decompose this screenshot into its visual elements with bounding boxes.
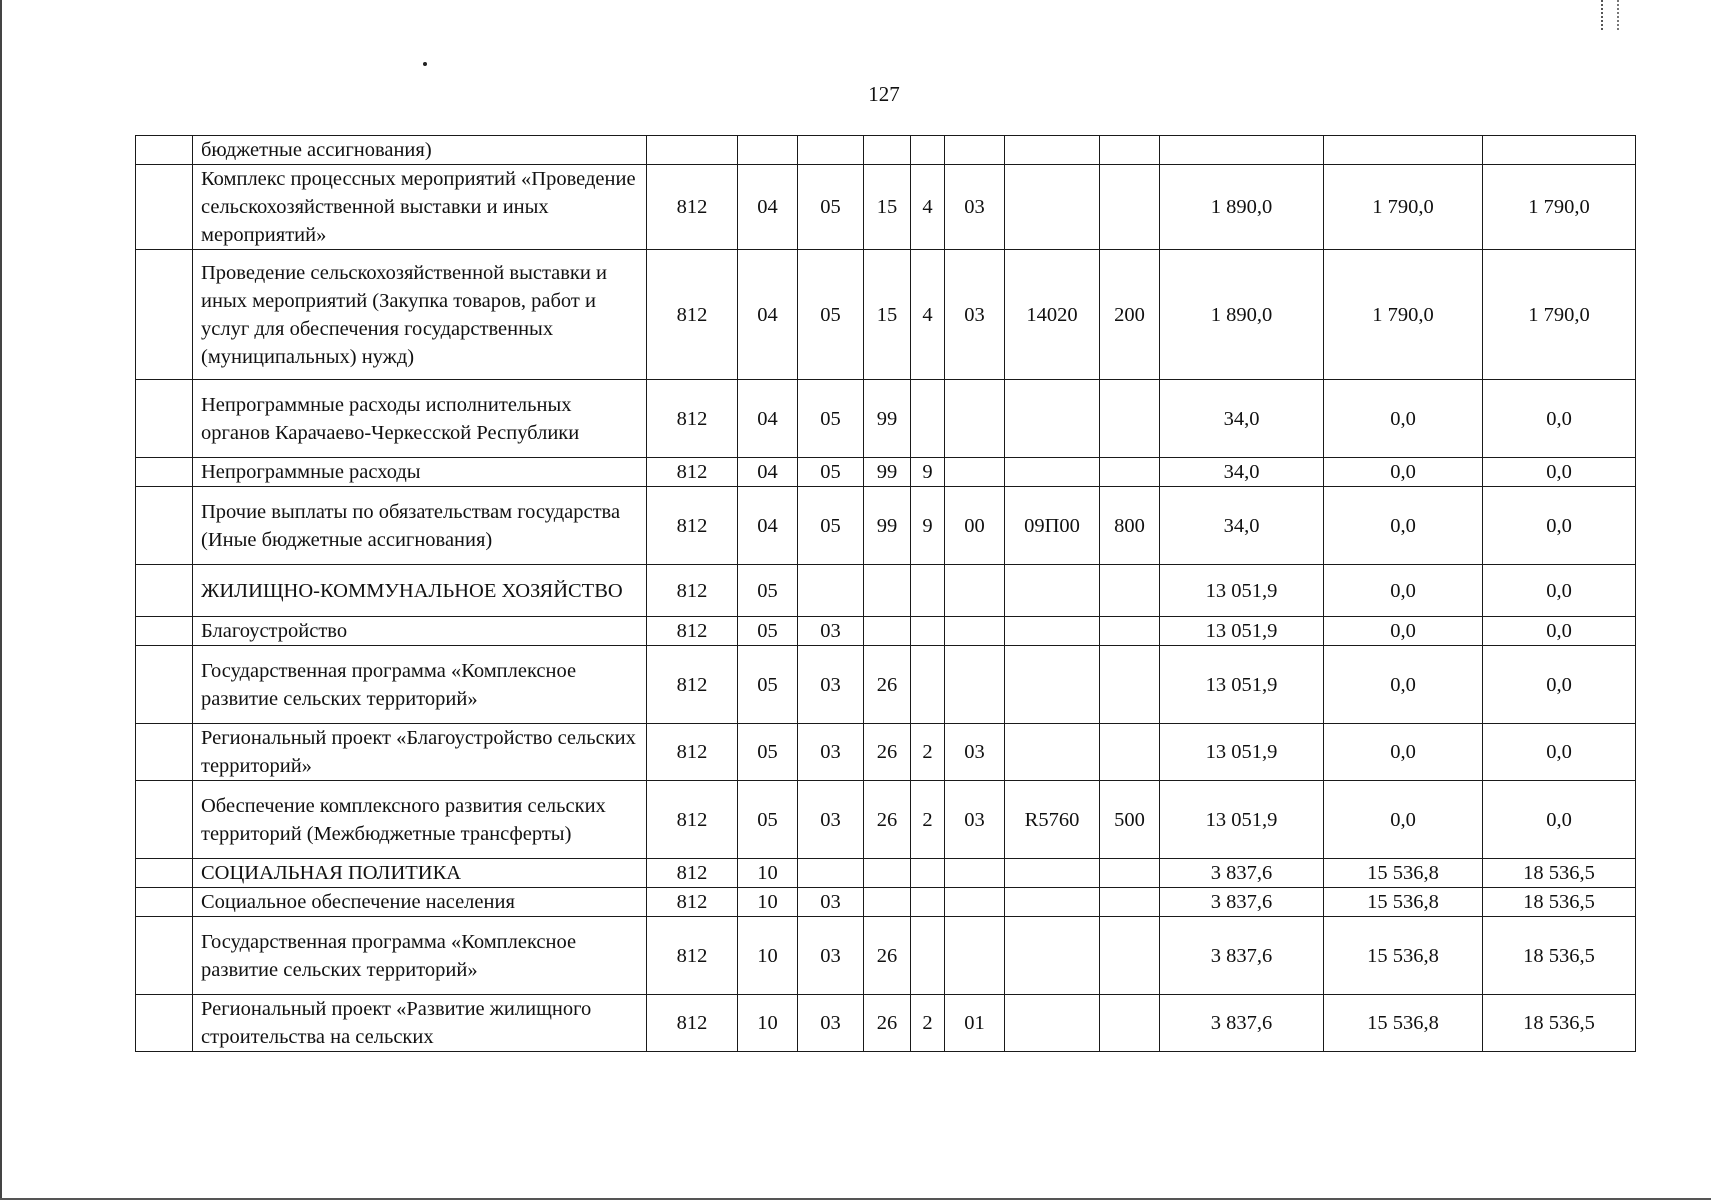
table-row (136, 250, 1636, 380)
code-cell (1005, 136, 1100, 165)
table-row (136, 458, 1636, 487)
section-cell (738, 136, 798, 165)
admin-cell: 812 (647, 724, 738, 781)
admin-cell: 812 (647, 165, 738, 250)
table-row (136, 136, 1636, 165)
code-cell: R5760 (1005, 781, 1100, 859)
event-cell: 03 (945, 724, 1005, 781)
year2-cell: 15 536,8 (1324, 859, 1483, 888)
event-cell: 00 (945, 487, 1005, 565)
direction-cell: 9 (911, 487, 945, 565)
admin-cell: 812 (647, 487, 738, 565)
table-row (136, 487, 1636, 565)
table-row (136, 724, 1636, 781)
subsection-cell: 05 (798, 250, 864, 380)
row-number-cell (136, 380, 193, 458)
expense-name-cell: СОЦИАЛЬНАЯ ПОЛИТИКА (193, 859, 647, 888)
row-number-cell (136, 165, 193, 250)
expense-type-cell: 200 (1100, 250, 1160, 380)
program-cell: 26 (864, 995, 911, 1052)
row-number-cell (136, 995, 193, 1052)
expense-name-cell: Непрограммные расходы (193, 458, 647, 487)
admin-cell: 812 (647, 646, 738, 724)
section-cell: 10 (738, 888, 798, 917)
admin-cell: 812 (647, 617, 738, 646)
expense-name-cell: ЖИЛИЩНО-КОММУНАЛЬНОЕ ХОЗЯЙСТВО (193, 565, 647, 617)
program-cell: 99 (864, 380, 911, 458)
year2-cell: 0,0 (1324, 781, 1483, 859)
subsection-cell: 03 (798, 888, 864, 917)
program-cell: 15 (864, 165, 911, 250)
direction-cell: 4 (911, 165, 945, 250)
section-cell: 05 (738, 724, 798, 781)
section-cell: 10 (738, 995, 798, 1052)
admin-cell: 812 (647, 458, 738, 487)
admin-cell: 812 (647, 250, 738, 380)
section-cell: 04 (738, 487, 798, 565)
row-number-cell (136, 646, 193, 724)
table-row (136, 646, 1636, 724)
expense-name-cell: Государственная программа «Комплексное развитие сельских территорий» (193, 917, 647, 995)
expense-type-cell: 500 (1100, 781, 1160, 859)
code-cell: 14020 (1005, 250, 1100, 380)
subsection-cell: 03 (798, 724, 864, 781)
year1-cell: 1 890,0 (1160, 165, 1324, 250)
program-cell (864, 136, 911, 165)
direction-cell: 9 (911, 458, 945, 487)
expense-type-cell (1100, 888, 1160, 917)
year2-cell: 0,0 (1324, 380, 1483, 458)
event-cell (945, 859, 1005, 888)
section-cell: 05 (738, 646, 798, 724)
row-number-cell (136, 888, 193, 917)
scan-speck (423, 62, 427, 66)
code-cell (1005, 995, 1100, 1052)
direction-cell (911, 380, 945, 458)
program-cell: 26 (864, 646, 911, 724)
expense-name-cell: Государственная программа «Комплексное развитие сельских территорий» (193, 646, 647, 724)
program-cell: 15 (864, 250, 911, 380)
year1-cell: 34,0 (1160, 380, 1324, 458)
year2-cell: 0,0 (1324, 487, 1483, 565)
year2-cell: 0,0 (1324, 617, 1483, 646)
admin-cell: 812 (647, 781, 738, 859)
year2-cell: 15 536,8 (1324, 888, 1483, 917)
program-cell (864, 617, 911, 646)
expense-type-cell (1100, 380, 1160, 458)
year2-cell: 1 790,0 (1324, 250, 1483, 380)
year3-cell: 0,0 (1483, 487, 1636, 565)
year1-cell: 3 837,6 (1160, 888, 1324, 917)
event-cell (945, 646, 1005, 724)
section-cell: 04 (738, 380, 798, 458)
code-cell (1005, 380, 1100, 458)
year2-cell: 0,0 (1324, 646, 1483, 724)
table-row (136, 781, 1636, 859)
direction-cell: 2 (911, 781, 945, 859)
year3-cell: 18 536,5 (1483, 917, 1636, 995)
year3-cell: 0,0 (1483, 458, 1636, 487)
code-cell: 09П00 (1005, 487, 1100, 565)
direction-cell (911, 646, 945, 724)
direction-cell (911, 136, 945, 165)
row-number-cell (136, 250, 193, 380)
subsection-cell: 05 (798, 458, 864, 487)
event-cell (945, 458, 1005, 487)
table-row (136, 617, 1636, 646)
expense-type-cell (1100, 458, 1160, 487)
expense-name-cell: Непрограммные расходы исполнительных органов Карачаево-Черкесской Республики (193, 380, 647, 458)
row-number-cell (136, 617, 193, 646)
direction-cell (911, 565, 945, 617)
expense-name-cell: Комплекс процессных мероприятий «Проведение сельскохозяйственной выставки и иных мероприятий» (193, 165, 647, 250)
admin-cell (647, 136, 738, 165)
subsection-cell (798, 136, 864, 165)
table-body (136, 136, 1636, 1052)
admin-cell: 812 (647, 888, 738, 917)
year3-cell: 0,0 (1483, 565, 1636, 617)
scan-left-edge (0, 0, 2, 1200)
year1-cell: 13 051,9 (1160, 781, 1324, 859)
page-number: 127 (868, 82, 900, 106)
expense-name-cell: Социальное обеспечение населения (193, 888, 647, 917)
code-cell (1005, 617, 1100, 646)
program-cell (864, 859, 911, 888)
expense-name-cell: Благоустройство (193, 617, 647, 646)
section-cell: 05 (738, 565, 798, 617)
year3-cell: 18 536,5 (1483, 888, 1636, 917)
table-row (136, 565, 1636, 617)
year1-cell: 34,0 (1160, 458, 1324, 487)
event-cell (945, 617, 1005, 646)
year1-cell: 13 051,9 (1160, 646, 1324, 724)
row-number-cell (136, 781, 193, 859)
event-cell: 01 (945, 995, 1005, 1052)
year2-cell (1324, 136, 1483, 165)
direction-cell: 2 (911, 724, 945, 781)
table-row (136, 995, 1636, 1052)
year3-cell (1483, 136, 1636, 165)
code-cell (1005, 917, 1100, 995)
table-row (136, 380, 1636, 458)
subsection-cell: 05 (798, 380, 864, 458)
year1-cell: 1 890,0 (1160, 250, 1324, 380)
code-cell (1005, 888, 1100, 917)
program-cell: 26 (864, 917, 911, 995)
year2-cell: 0,0 (1324, 724, 1483, 781)
year2-cell: 0,0 (1324, 565, 1483, 617)
expense-type-cell: 800 (1100, 487, 1160, 565)
year1-cell: 13 051,9 (1160, 617, 1324, 646)
expense-type-cell (1100, 136, 1160, 165)
subsection-cell: 03 (798, 917, 864, 995)
section-cell: 10 (738, 917, 798, 995)
code-cell (1005, 859, 1100, 888)
event-cell (945, 917, 1005, 995)
expense-type-cell (1100, 165, 1160, 250)
expense-type-cell (1100, 565, 1160, 617)
table-row (136, 859, 1636, 888)
year1-cell: 3 837,6 (1160, 859, 1324, 888)
year3-cell: 0,0 (1483, 724, 1636, 781)
row-number-cell (136, 859, 193, 888)
year3-cell: 0,0 (1483, 380, 1636, 458)
subsection-cell: 03 (798, 995, 864, 1052)
expense-name-cell: Обеспечение комплексного развития сельских территорий (Межбюджетные трансферты) (193, 781, 647, 859)
year1-cell: 13 051,9 (1160, 565, 1324, 617)
row-number-cell (136, 136, 193, 165)
code-cell (1005, 458, 1100, 487)
event-cell: 03 (945, 781, 1005, 859)
program-cell (864, 888, 911, 917)
section-cell: 10 (738, 859, 798, 888)
expense-type-cell (1100, 995, 1160, 1052)
expense-name-cell: Региональный проект «Развитие жилищного строительства на сельских (193, 995, 647, 1052)
year2-cell: 0,0 (1324, 458, 1483, 487)
year2-cell: 15 536,8 (1324, 995, 1483, 1052)
expense-type-cell (1100, 859, 1160, 888)
event-cell (945, 136, 1005, 165)
year1-cell: 3 837,6 (1160, 995, 1324, 1052)
year3-cell: 0,0 (1483, 617, 1636, 646)
expense-name-cell: бюджетные ассигнования) (193, 136, 647, 165)
section-cell: 05 (738, 617, 798, 646)
table-row (136, 917, 1636, 995)
section-cell: 04 (738, 165, 798, 250)
year1-cell: 13 051,9 (1160, 724, 1324, 781)
direction-cell (911, 617, 945, 646)
program-cell: 99 (864, 458, 911, 487)
year1-cell: 34,0 (1160, 487, 1324, 565)
section-cell: 04 (738, 250, 798, 380)
code-cell (1005, 165, 1100, 250)
event-cell: 03 (945, 250, 1005, 380)
subsection-cell (798, 859, 864, 888)
subsection-cell: 05 (798, 487, 864, 565)
event-cell: 03 (945, 165, 1005, 250)
subsection-cell: 03 (798, 646, 864, 724)
row-number-cell (136, 565, 193, 617)
row-number-cell (136, 487, 193, 565)
table-row (136, 165, 1636, 250)
year1-cell: 3 837,6 (1160, 917, 1324, 995)
program-cell: 99 (864, 487, 911, 565)
admin-cell: 812 (647, 995, 738, 1052)
expense-name-cell: Региональный проект «Благоустройство сельских территорий» (193, 724, 647, 781)
section-cell: 04 (738, 458, 798, 487)
admin-cell: 812 (647, 565, 738, 617)
program-cell: 26 (864, 724, 911, 781)
year2-cell: 1 790,0 (1324, 165, 1483, 250)
admin-cell: 812 (647, 380, 738, 458)
direction-cell (911, 917, 945, 995)
corner-scan-mark (1601, 0, 1619, 30)
expense-type-cell (1100, 646, 1160, 724)
year3-cell: 0,0 (1483, 781, 1636, 859)
event-cell (945, 888, 1005, 917)
admin-cell: 812 (647, 917, 738, 995)
code-cell (1005, 646, 1100, 724)
year3-cell: 1 790,0 (1483, 250, 1636, 380)
program-cell: 26 (864, 781, 911, 859)
year3-cell: 18 536,5 (1483, 859, 1636, 888)
row-number-cell (136, 724, 193, 781)
admin-cell: 812 (647, 859, 738, 888)
subsection-cell: 03 (798, 781, 864, 859)
subsection-cell (798, 565, 864, 617)
direction-cell: 2 (911, 995, 945, 1052)
direction-cell: 4 (911, 250, 945, 380)
direction-cell (911, 888, 945, 917)
code-cell (1005, 724, 1100, 781)
direction-cell (911, 859, 945, 888)
code-cell (1005, 565, 1100, 617)
expense-type-cell (1100, 917, 1160, 995)
expense-type-cell (1100, 724, 1160, 781)
table-row (136, 888, 1636, 917)
event-cell (945, 565, 1005, 617)
expense-name-cell: Проведение сельскохозяйственной выставки и иных мероприятий (Закупка товаров, работ и услуг для обеспечения государственных (муниципальных) нужд) (193, 250, 647, 380)
year3-cell: 18 536,5 (1483, 995, 1636, 1052)
subsection-cell: 05 (798, 165, 864, 250)
event-cell (945, 380, 1005, 458)
section-cell: 05 (738, 781, 798, 859)
year3-cell: 1 790,0 (1483, 165, 1636, 250)
program-cell (864, 565, 911, 617)
row-number-cell (136, 458, 193, 487)
row-number-cell (136, 917, 193, 995)
year1-cell (1160, 136, 1324, 165)
subsection-cell: 03 (798, 617, 864, 646)
expense-name-cell: Прочие выплаты по обязательствам государства (Иные бюджетные ассигнования) (193, 487, 647, 565)
year2-cell: 15 536,8 (1324, 917, 1483, 995)
budget-table (135, 135, 1636, 1052)
expense-type-cell (1100, 617, 1160, 646)
year3-cell: 0,0 (1483, 646, 1636, 724)
